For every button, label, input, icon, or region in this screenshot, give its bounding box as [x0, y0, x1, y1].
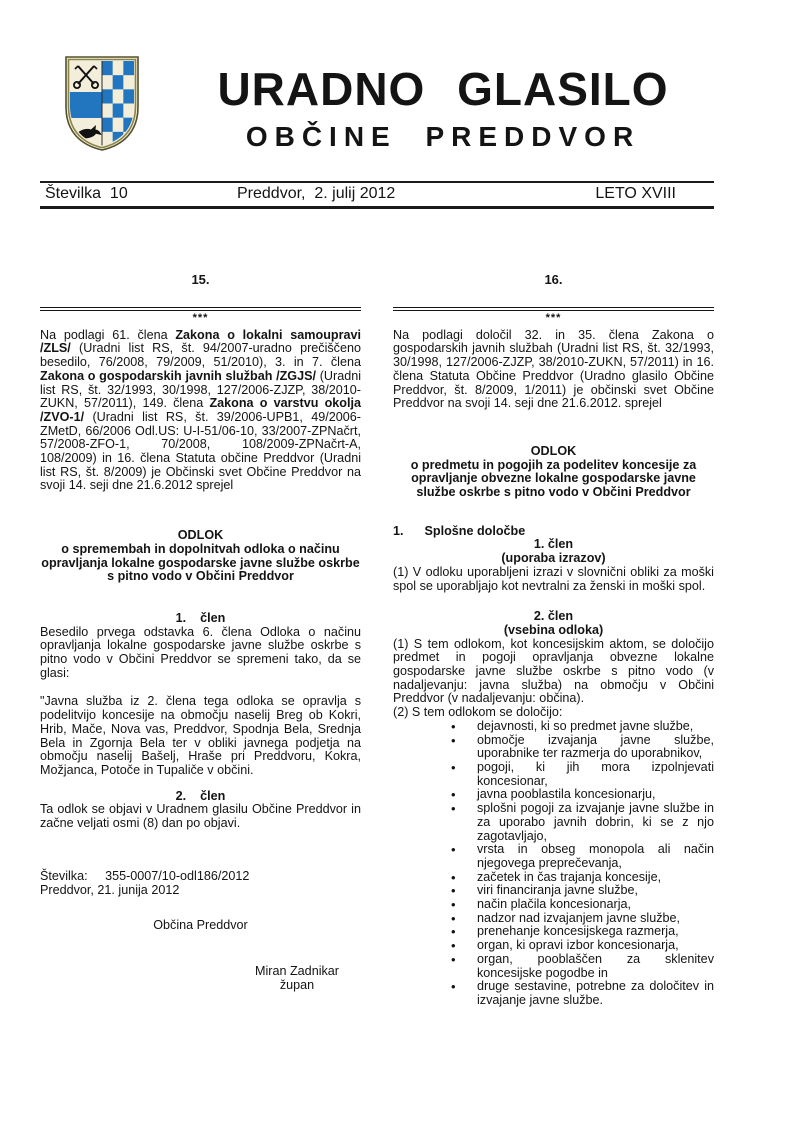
signatory-name: Miran Zadnikar [255, 963, 339, 978]
municipality-name: Občina Preddvor [153, 918, 248, 933]
column-right [393, 273, 714, 1008]
list-item: • javna pooblastila koncesionarju, [477, 788, 714, 802]
gazette-title: URADNO GLASILO [217, 63, 669, 115]
article-2-paragraph-1: (1) S tem odlokom, kot koncesijskim aktom, se določijo predmet in pogoji opravljanja obvezne lokalne gospodarske javne službe oskrbe s pitno vodo (v nadaljevanju: javna služba) na območju v Občini Preddvor (v nadaljevanju: občina). [393, 636, 714, 706]
stars-separator: *** [192, 311, 209, 324]
intro-run: (Uradni list RS, št. 39/2006-UPB1, 49/2006-ZMetD, 66/2006 Odl.US: U-I-51/06-10, 33/2007-ZPNačrt, 57/2008-ZFO-1, 70/2008, 108/2009-ZPNačrt-A, 108/2009) in 16. člena Statuta občine Preddvor (Uradni list RS, št. 8/2009) je Občinski svet Občine Preddvor na svoji 14. seji dne 21.6.2012 sprejel [40, 409, 361, 493]
list-item: • splošni pogoji za izvajanje javne službe in za uporabo javnih dobrin, ki se z njo zagotavljajo, [477, 802, 714, 843]
article-1-text: Besedilo prvega odstavka 6. člena Odloka o načinu opravljanja lokalne gospodarske javne službe oskrbe s pitno vodo v Občini Preddvor se spremeni tako, da se glasi: [40, 624, 361, 680]
reference-number: Številka: 355-0007/10-odl186/2012 [40, 868, 250, 883]
masthead-titles [142, 53, 714, 153]
signatory-title: župan [279, 977, 315, 992]
page-content [40, 0, 714, 1008]
columns [40, 273, 714, 1008]
section-divider [393, 307, 714, 311]
issue-info-bar [40, 181, 714, 209]
intro-run: (Uradni list RS, št. 94/2007-uradno prečiščeno besedilo, 76/2008, 79/2009, 51/2010), 3. in 7. člena [40, 341, 361, 370]
issue-number: Številka 10 [45, 185, 128, 202]
list-item: • viri financiranja javne službe, [477, 884, 714, 898]
list-item: • območje izvajanja javne službe, uporabnike ter razmerja do uporabnikov, [477, 734, 714, 761]
section-number-15: 15. [191, 272, 210, 287]
decree-subtitle: o spremembah in dopolnitvah odloka o načinu opravljanja lokalne gospodarske javne službe oskrbe s pitno vodo v Občini Preddvor [41, 541, 360, 584]
article-1-quote: "Javna služba iz 2. člena tega odloka se opravlja s podelitvijo koncesije na območju naselij Breg ob Kokri, Hrib, Mače, Nova vas, Preddvor, Spodnja Bela, Srednja Bela in Zgornja Bela ter v obliki javnega podjetja na območju naselij Bašelj, Hraše pri Preddvoru, Kokra, Možjanca, Potoče in Tupaliče v občini. [40, 694, 361, 777]
section-number-16: 16. [544, 272, 563, 287]
article-2-heading: 2. člen [533, 609, 574, 624]
list-item: • prenehanje koncesijskega razmerja, [477, 925, 714, 939]
article-2-caption: (vsebina odloka) [503, 622, 604, 637]
list-item: • organ, pooblaščen za sklenitev koncesijske pogodbe in [477, 953, 714, 980]
column-left [40, 273, 361, 1008]
decree-title: ODLOK [530, 443, 577, 458]
list-item: • organ, ki opravi izbor koncesionarja, [477, 939, 714, 953]
law-name-zgjs: Zakona o gospodarskih javnih službah /ZGJS/ [40, 368, 317, 383]
article-2-text: Ta odlok se objavi v Uradnem glasilu Občine Preddvor in začne veljati osmi (8) dan po objavi. [40, 802, 361, 831]
stars-separator: *** [545, 311, 562, 324]
article-2-paragraph-2: (2) S tem odlokom se določijo: [393, 705, 563, 720]
list-item: • vrsta in obseg monopola ali način njegovega preprečevanja, [477, 843, 714, 870]
signature-block [217, 965, 377, 992]
decree-scope-list [393, 720, 714, 1008]
list-item: • način plačila koncesionarja, [477, 898, 714, 912]
article-1-heading: 1. člen [533, 537, 574, 552]
article-2-heading: 2. člen [175, 788, 226, 803]
coat-of-arms-logo [62, 53, 142, 158]
section-divider [40, 307, 361, 311]
reference-place-date: Preddvor, 21. junija 2012 [40, 882, 180, 897]
article-1-text: (1) V odloku uporabljeni izrazi v slovnični obliki za moški spol se uporabljajo kot nevtralni za ženski in moški spol. [393, 564, 714, 593]
law-name-zvo: Zakona o varstvu okolja /ZVO-1/ [40, 396, 361, 424]
list-item: • dejavnosti, ki so predmet javne službe, [477, 720, 714, 734]
intro-paragraph-16: Na podlagi določil 32. in 35. člena Zakona o gospodarskih javnih službah (Uradni list RS, št. 32/1993, 30/1998, 127/2006-ZJZP, 38/2010-ZUKN, 57/2011) in 16. člena Statuta Občine Preddvor (Uradno glasilo Občine Preddvor, št. 8/2009, 1/2011) je občinski svet Občine Preddvor na svoji 14. seji dne 21.6.2012. sprejel [393, 327, 714, 411]
decree-title-block-16 [393, 445, 714, 500]
article-1-heading: 1. člen [175, 610, 226, 625]
decree-title: ODLOK [177, 528, 224, 543]
intro-paragraph-15 [40, 329, 361, 493]
list-item: • začetek in čas trajanja koncesije, [477, 871, 714, 885]
decree-subtitle: o predmetu in pogojih za podelitev koncesije za opravljanje obvezne lokalne gospodarske javne službe oskrbe s pitno vodo v Občini Preddvor [410, 457, 697, 500]
law-name-zls: Zakona o lokalni samoupravi /ZLS/ [40, 327, 361, 356]
intro-run: (Uradni list RS, št. 32/1993, 30/1998, 127/2006-ZJZP, 38/2010-ZUKN, 57/2011), 149. člena [40, 368, 362, 411]
preddvor-shield-icon [62, 53, 142, 153]
chapter-1-heading: 1. Splošne določbe [393, 523, 526, 538]
masthead [40, 0, 714, 158]
reference-block [40, 870, 361, 897]
article-1-caption: (uporaba izrazov) [501, 551, 606, 566]
list-item: • druge sestavine, potrebne za določitev in izvajanje javne službe. [477, 980, 714, 1007]
issue-place-date: Preddvor, 2. julij 2012 [237, 185, 396, 202]
gazette-subtitle: OBČINE PREDDVOR [245, 121, 641, 152]
issue-year: LETO XVIII [595, 185, 676, 202]
list-item: • nadzor nad izvajanjem javne službe, [477, 912, 714, 926]
list-item: • pogoji, ki jih mora izpolnjevati koncesionar, [477, 761, 714, 788]
decree-title-block-15 [40, 529, 361, 584]
intro-run: Na podlagi 61. člena [40, 327, 176, 342]
